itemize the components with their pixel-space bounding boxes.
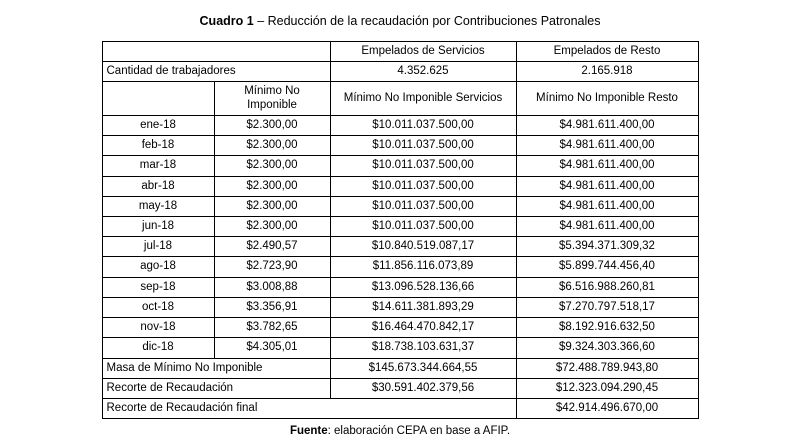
total-label: Recorte de Recaudación xyxy=(102,378,330,398)
total-resto: $72.488.789.943,80 xyxy=(516,358,698,378)
table-row-total xyxy=(102,378,698,398)
workers-servicios: 4.352.625 xyxy=(330,62,516,82)
total-label: Masa de Mínimo No Imponible xyxy=(102,358,330,378)
row-servicios: $10.840.519.087,17 xyxy=(330,237,516,257)
header-corner-cell xyxy=(102,42,330,62)
subheader-minimo: Mínimo No Imponible xyxy=(214,82,330,115)
row-period: sep-18 xyxy=(102,277,214,297)
row-servicios: $11.856.116.073,89 xyxy=(330,257,516,277)
header-empleados-servicios: Empelados de Servicios xyxy=(330,42,516,62)
workers-label: Cantidad de trabajadores xyxy=(102,62,330,82)
row-period: mar-18 xyxy=(102,156,214,176)
row-servicios: $10.011.037.500,00 xyxy=(330,216,516,236)
source-lead: Fuente xyxy=(289,425,328,438)
data-table xyxy=(102,41,699,419)
row-minimo: $3.008,88 xyxy=(214,277,330,297)
row-resto: $7.270.797.518,17 xyxy=(516,297,698,317)
table-row-total xyxy=(102,358,698,378)
row-servicios: $10.011.037.500,00 xyxy=(330,196,516,216)
caption-label: Cuadro 1 xyxy=(199,14,254,28)
table-row xyxy=(102,176,698,196)
row-period: may-18 xyxy=(102,196,214,216)
row-minimo: $2.300,00 xyxy=(214,216,330,236)
row-minimo: $2.300,00 xyxy=(214,136,330,156)
row-resto: $6.516.988.260,81 xyxy=(516,277,698,297)
total-servicios: $30.591.402.379,56 xyxy=(330,378,516,398)
caption-title: Reducción de la recaudación por Contribuciones Patronales xyxy=(267,14,601,28)
row-period: jul-18 xyxy=(102,237,214,257)
row-resto: $4.981.611.400,00 xyxy=(516,156,698,176)
row-minimo: $2.300,00 xyxy=(214,115,330,135)
row-minimo: $3.782,65 xyxy=(214,318,330,338)
row-minimo: $2.300,00 xyxy=(214,176,330,196)
row-resto: $4.981.611.400,00 xyxy=(516,216,698,236)
final-label: Recorte de Recaudación final xyxy=(102,398,516,418)
table-row xyxy=(102,196,698,216)
row-servicios: $10.011.037.500,00 xyxy=(330,156,516,176)
row-period: dic-18 xyxy=(102,338,214,358)
table-row xyxy=(102,257,698,277)
row-resto: $4.981.611.400,00 xyxy=(516,196,698,216)
table-caption-top xyxy=(0,0,800,41)
table-row-workers xyxy=(102,62,698,82)
row-servicios: $16.464.470.842,17 xyxy=(330,318,516,338)
row-resto: $5.899.744.456,40 xyxy=(516,257,698,277)
caption-dash: – xyxy=(253,14,268,28)
row-period: abr-18 xyxy=(102,176,214,196)
table-row xyxy=(102,115,698,135)
row-period: ago-18 xyxy=(102,257,214,277)
table-row xyxy=(102,338,698,358)
table-source-note xyxy=(0,419,800,437)
table-row xyxy=(102,156,698,176)
row-period: feb-18 xyxy=(102,136,214,156)
table-row xyxy=(102,277,698,297)
row-minimo: $2.490,57 xyxy=(214,237,330,257)
table-row-final xyxy=(102,398,698,418)
workers-resto: 2.165.918 xyxy=(516,62,698,82)
table-row xyxy=(102,136,698,156)
row-period: jun-18 xyxy=(102,216,214,236)
row-servicios: $13.096.528.136,66 xyxy=(330,277,516,297)
table-row xyxy=(102,216,698,236)
row-resto: $8.192.916.632,50 xyxy=(516,318,698,338)
total-resto: $12.323.094.290,45 xyxy=(516,378,698,398)
row-minimo: $2.300,00 xyxy=(214,196,330,216)
row-resto: $5.394.371.309,32 xyxy=(516,237,698,257)
table-row xyxy=(102,318,698,338)
row-servicios: $14.611.381.893,29 xyxy=(330,297,516,317)
subheader-corner-cell xyxy=(102,82,214,115)
row-period: ene-18 xyxy=(102,115,214,135)
row-servicios: $10.011.037.500,00 xyxy=(330,115,516,135)
table-row xyxy=(102,297,698,317)
source-text: : elaboración CEPA en base a AFIP. xyxy=(327,425,511,438)
subheader-minimo-servicios: Mínimo No Imponible Servicios xyxy=(330,82,516,115)
row-servicios: $10.011.037.500,00 xyxy=(330,176,516,196)
table-row-subheaders xyxy=(102,82,698,115)
row-resto: $4.981.611.400,00 xyxy=(516,176,698,196)
row-minimo: $2.723,90 xyxy=(214,257,330,277)
row-resto: $4.981.611.400,00 xyxy=(516,136,698,156)
row-resto: $4.981.611.400,00 xyxy=(516,115,698,135)
row-period: oct-18 xyxy=(102,297,214,317)
row-minimo: $2.300,00 xyxy=(214,156,330,176)
row-period: nov-18 xyxy=(102,318,214,338)
total-servicios: $145.673.344.664,55 xyxy=(330,358,516,378)
row-servicios: $10.011.037.500,00 xyxy=(330,136,516,156)
table-row-header-groups xyxy=(102,42,698,62)
row-resto: $9.324.303.366,60 xyxy=(516,338,698,358)
header-empleados-resto: Empelados de Resto xyxy=(516,42,698,62)
row-minimo: $3.356,91 xyxy=(214,297,330,317)
table-row xyxy=(102,237,698,257)
subheader-minimo-resto: Mínimo No Imponible Resto xyxy=(516,82,698,115)
row-minimo: $4.305,01 xyxy=(214,338,330,358)
final-value: $42.914.496.670,00 xyxy=(516,398,698,418)
row-servicios: $18.738.103.631,37 xyxy=(330,338,516,358)
